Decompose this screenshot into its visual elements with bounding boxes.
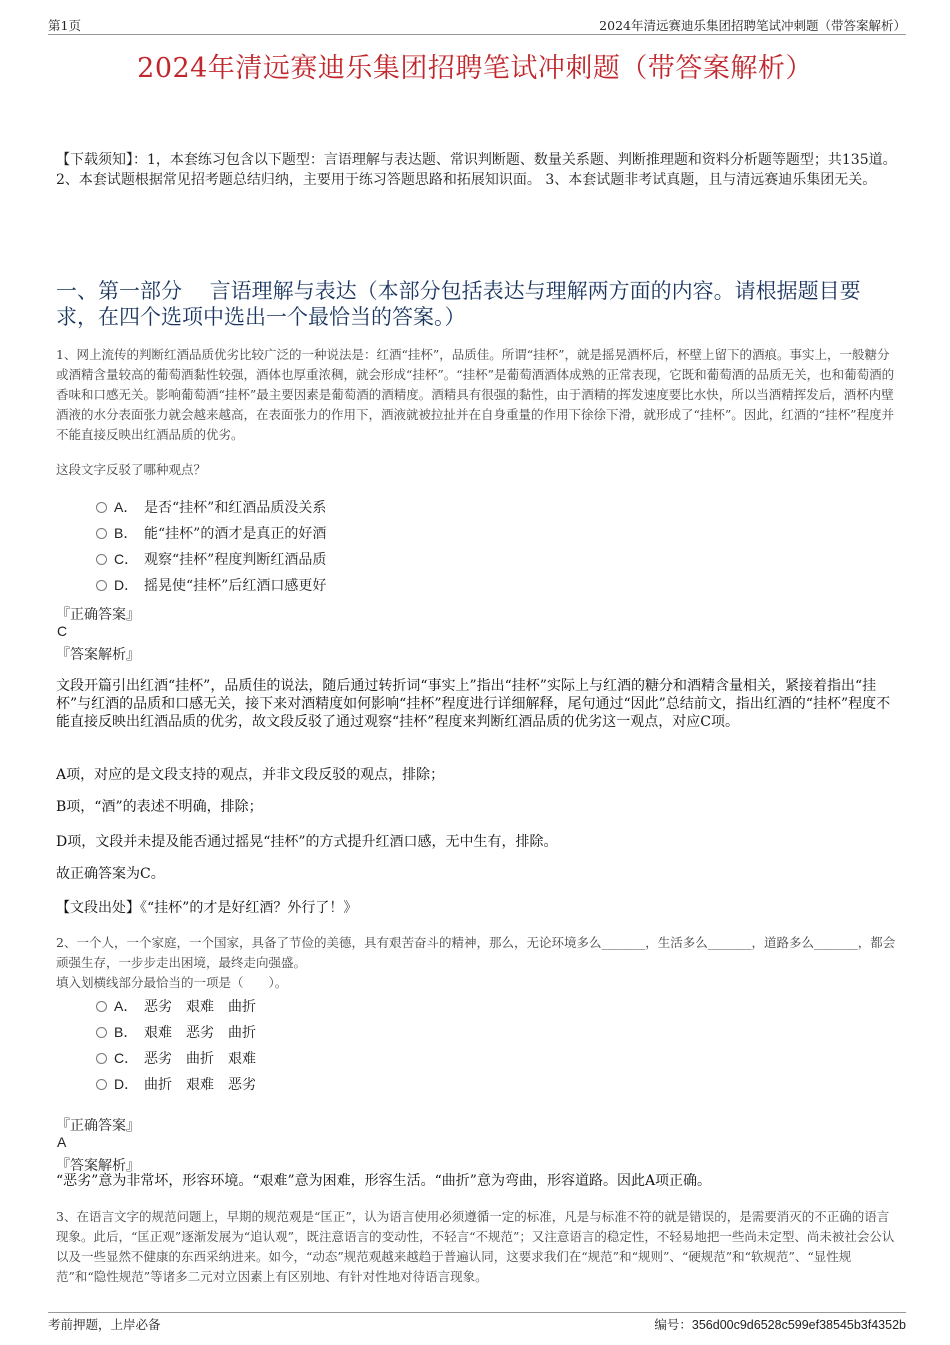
radio-icon[interactable] bbox=[96, 1053, 107, 1064]
option-letter: D． bbox=[114, 1076, 139, 1092]
radio-icon[interactable] bbox=[96, 502, 107, 513]
option-text: 恶劣 曲折 艰难 bbox=[144, 1051, 256, 1067]
question-1-answer: C bbox=[57, 623, 68, 639]
radio-icon[interactable] bbox=[96, 528, 107, 539]
question-1-option-d[interactable] bbox=[96, 575, 326, 595]
question-1-analysis-option-d: D项，文段并未提及能否通过摇晃“挂杯”的方式提升红酒口感，无中生有，排除。 bbox=[56, 834, 558, 850]
question-1-analysis-conclusion: 故正确答案为C。 bbox=[56, 866, 165, 882]
download-notice: 【下载须知】：1，本套练习包含以下题型：言语理解与表达题、常识判断题、数量关系题、判断推理题和资料分析题等题型；共135道。 2、本套试题根据常见招考题总结归纳，主要用于练习答题思路和拓展知识面。 3、本套试题非考试真题，且与清远赛迪乐集团无关。 bbox=[56, 152, 897, 188]
page-number: 第1页 bbox=[48, 18, 81, 33]
option-letter: B． bbox=[114, 1024, 138, 1040]
question-1-option-a[interactable] bbox=[96, 497, 326, 517]
question-1-answer-label: 『正确答案』 bbox=[56, 607, 140, 623]
question-2-analysis-label: 『答案解析』 bbox=[56, 1158, 140, 1174]
question-1-option-b[interactable] bbox=[96, 523, 326, 543]
section-heading: 一、第一部分 言语理解与表达（本部分包括表达与理解两方面的内容。请根据题目要求，在四个选项中选出一个最恰当的答案。） bbox=[56, 279, 861, 329]
radio-icon[interactable] bbox=[96, 580, 107, 591]
radio-icon[interactable] bbox=[96, 1027, 107, 1038]
question-2-answer-label: 『正确答案』 bbox=[56, 1118, 140, 1134]
footer-code bbox=[654, 1315, 906, 1333]
option-text: 观察“挂杯”程度判断红酒品质 bbox=[144, 552, 327, 568]
option-text: 恶劣 艰难 曲折 bbox=[144, 999, 256, 1015]
radio-icon[interactable] bbox=[96, 554, 107, 565]
question-2-analysis: “恶劣”意为非常坏，形容环境。“艰难”意为困难，形容生活。“曲折”意为弯曲，形容道路。因此A项正确。 bbox=[56, 1173, 712, 1189]
question-1-source: 【文段出处】《“挂杯”的才是好红酒？外行了！》 bbox=[56, 900, 358, 916]
question-2-option-c[interactable] bbox=[96, 1048, 256, 1068]
option-text: 摇晃使“挂杯”后红酒口感更好 bbox=[144, 578, 327, 594]
header-doc-title: 2024年清远赛迪乐集团招聘笔试冲刺题（带答案解析） bbox=[599, 18, 906, 33]
option-text: 曲折 艰难 恶劣 bbox=[144, 1077, 256, 1093]
option-text: 艰难 恶劣 曲折 bbox=[144, 1025, 256, 1041]
question-2-option-b[interactable] bbox=[96, 1022, 256, 1042]
question-1-option-c[interactable] bbox=[96, 549, 326, 569]
footer-code-value: 356d00c9d6528c599ef38545b3f4352b bbox=[691, 1318, 906, 1332]
footer-divider bbox=[48, 1312, 906, 1313]
question-1-analysis-option-b: B项，“酒”的表述不明确，排除； bbox=[56, 799, 263, 815]
question-3-text: 3、在语言文字的规范问题上，早期的规范观是“匡正”，认为语言使用必须遵循一定的标准，凡是与标准不符的就是错误的，是需要消灭的不正确的语言现象。此后，“匡正观”逐渐发展为“追认观”，既注意语言的变动性，不轻言“不规范”；又注意语言的稳定性，不轻易地把一些尚未定型、尚未被社会公认以及一些显然不健康的东西采纳进来。如今，“动态”规范观越来越趋于普遍认同，这要求我们在“规范”和“规则”、“硬规范”和“软规范”、“显性规范”和“隐性规范”等诸多二元对立因素上有区别地、有针对性地对待语言现象。 bbox=[56, 1209, 895, 1284]
radio-icon[interactable] bbox=[96, 1001, 107, 1012]
question-2-answer: A bbox=[57, 1134, 67, 1150]
question-2-prompt: 填入划横线部分最恰当的一项是（ ）。 bbox=[56, 975, 288, 990]
question-1-analysis-paragraph: 文段开篇引出红酒“挂杯”，品质佳的说法，随后通过转折词“事实上”指出“挂杯”实际上与红酒的糖分和酒精含量相关，紧接着指出“挂杯”与红酒的品质和口感无关，接下来对酒精度如何影响“挂杯”程度进行详细解释，尾句通过“因此”总结前文，指出红酒的“挂杯”程度不能直接反映出红酒品质的优劣，故文段反驳了通过观察“挂杯”程度来判断红酒品质的优劣这一观点，对应C项。 bbox=[56, 678, 891, 730]
radio-icon[interactable] bbox=[96, 1079, 107, 1090]
question-1-text: 1、网上流传的判断红酒品质优劣比较广泛的一种说法是：红酒“挂杯”，品质佳。所谓“挂杯”，就是摇晃酒杯后，杯壁上留下的酒痕。事实上，一般糖分或酒精含量较高的葡萄酒黏性较强，酒体也厚重浓稠，就会形成“挂杯”。“挂杯”是葡萄酒酒体成熟的正常表现，它既和葡萄酒的品质无关，也和葡萄酒的香味和口感无关。影响葡萄酒“挂杯”最主要因素是葡萄酒的酒精度。酒精具有很强的黏性，由于酒精的挥发速度要比水快，所以当酒精挥发后，酒杯内壁酒液的水分表面张力就会越来越高，在表面张力的作用下，酒液就被拉扯并在自身重量的作用下徐徐下滑，就形成了“挂杯”。因此，红酒的“挂杯”程度并不能直接反映出红酒品质的优劣。 bbox=[56, 347, 895, 442]
question-1-analysis-label: 『答案解析』 bbox=[56, 647, 140, 663]
option-letter: A． bbox=[114, 499, 138, 515]
page-header bbox=[48, 14, 906, 35]
option-text: 能“挂杯”的酒才是真正的好酒 bbox=[144, 526, 327, 542]
option-letter: A． bbox=[114, 998, 138, 1014]
question-2-text: 2、一个人，一个家庭，一个国家，具备了节俭的美德，具有艰苦奋斗的精神，那么，无论环境多么_______，生活多么_______，道路多么_______，都会顽强生存，一步步走出困境，最终走向强盛。 bbox=[56, 935, 896, 970]
option-text: 是否“挂杯”和红酒品质没关系 bbox=[144, 500, 327, 516]
option-letter: C． bbox=[114, 1050, 139, 1066]
footer-slogan: 考前押题，上岸必备 bbox=[48, 1317, 161, 1332]
question-2-option-d[interactable] bbox=[96, 1074, 256, 1094]
footer-code-label: 编号： bbox=[654, 1317, 692, 1332]
document-title: 2024年清远赛迪乐集团招聘笔试冲刺题（带答案解析） bbox=[137, 53, 813, 84]
question-2-option-a[interactable] bbox=[96, 996, 256, 1016]
option-letter: B． bbox=[114, 525, 138, 541]
question-1-analysis-option-a: A项，对应的是文段支持的观点，并非文段反驳的观点，排除； bbox=[56, 767, 445, 783]
question-1-prompt: 这段文字反驳了哪种观点？ bbox=[56, 462, 207, 477]
option-letter: D． bbox=[114, 577, 139, 593]
option-letter: C． bbox=[114, 551, 139, 567]
